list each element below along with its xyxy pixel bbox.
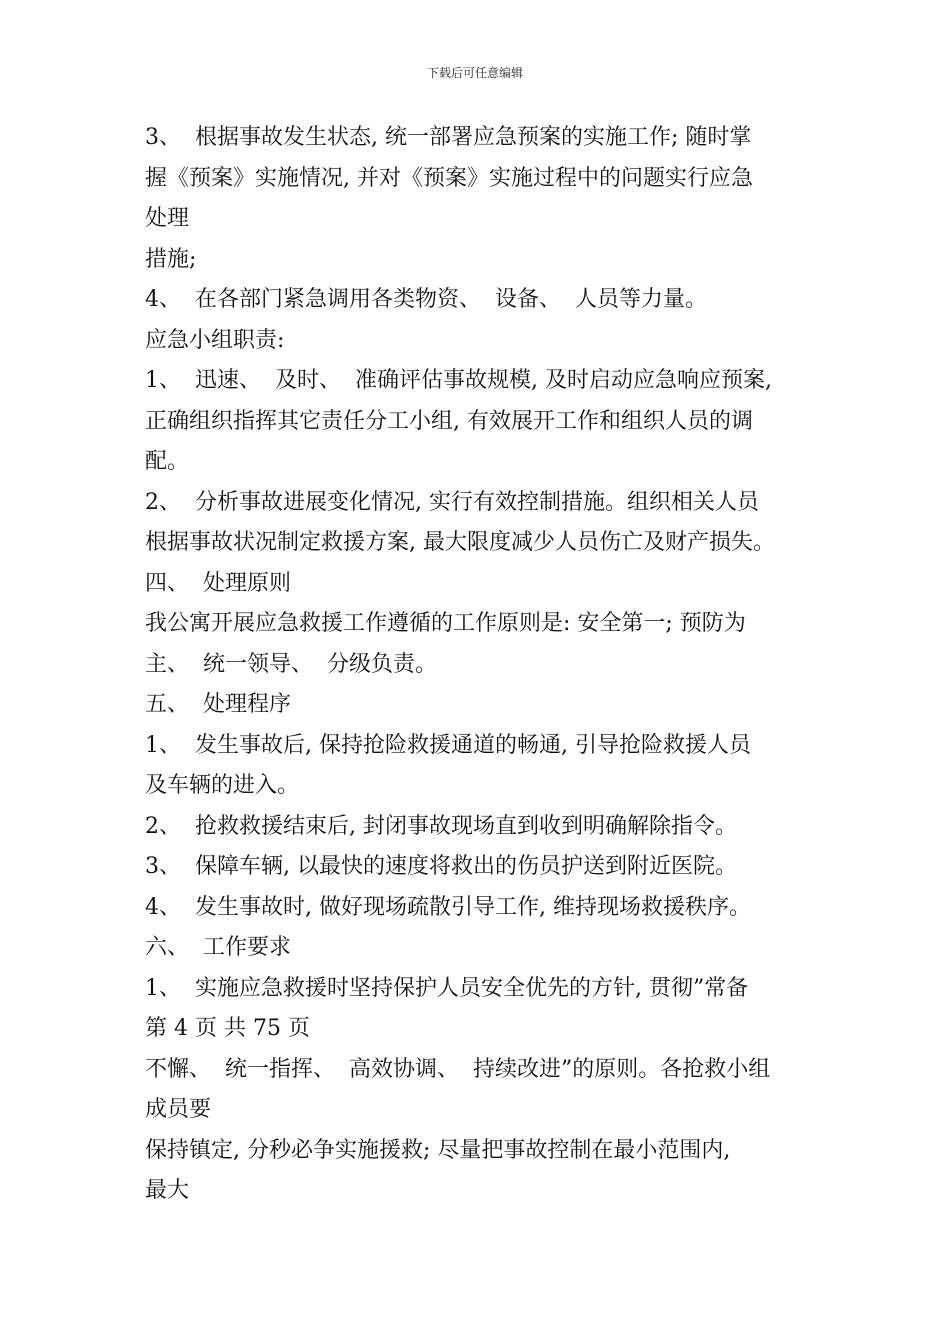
text-line: 1、 发生事故后, 保持抢险救援通道的畅通, 引导抢险救援人员 xyxy=(145,732,751,758)
text-line: 3、 保障车辆, 以最快的速度将救出的伤员护送到附近医院。 xyxy=(145,854,737,879)
text-line: 处理 xyxy=(145,206,190,231)
section-heading: 应急小组职责: xyxy=(145,327,285,353)
page-number: 第 4 页 共 75 页 xyxy=(145,1016,310,1041)
document-body xyxy=(145,118,815,1212)
text-line: 握《预案》实施情况, 并对《预案》实施过程中的问题实行应急 xyxy=(145,165,753,191)
text-line: 4、 发生事故时, 做好现场疏散引导工作, 维持现场救援秩序。 xyxy=(145,894,751,920)
text-line: 不懈、 统一指挥、 高效协调、 持续改进”的原则。各抢救小组 xyxy=(145,1056,771,1082)
text-line: 根据事故状况制定救援方案, 最大限度减少人员伤亡及财产损失。 xyxy=(145,530,775,555)
section-heading: 四、 处理原则 xyxy=(145,570,291,596)
page-header: 下载后可任意编辑 xyxy=(426,66,523,80)
text-line: 保持镇定, 分秒必争实施援救; 尽量把事故控制在最小范围内, xyxy=(145,1137,731,1163)
text-line: 成员要 xyxy=(145,1097,212,1122)
text-line: 配。 xyxy=(145,449,190,474)
text-line: 1、 迅速、 及时、 准确评估事故规模, 及时启动应急响应预案, xyxy=(145,368,772,393)
text-line: 2、 抢救救援结束后, 封闭事故现场直到收到明确解除指令。 xyxy=(145,813,737,839)
text-line: 正确组织指挥其它责任分工小组, 有效展开工作和组织人员的调 xyxy=(145,408,753,434)
text-line: 及车辆的进入。 xyxy=(145,773,300,798)
text-line: 主、 统一领导、 分级负责。 xyxy=(145,651,437,677)
text-line: 最大 xyxy=(145,1178,190,1203)
section-heading: 五、 处理程序 xyxy=(145,692,291,717)
text-line: 3、 根据事故发生状态, 统一部署应急预案的实施工作; 随时掌 xyxy=(145,125,752,150)
section-heading: 六、 工作要求 xyxy=(145,935,291,960)
text-line: 4、 在各部门紧急调用各类物资、 设备、 人员等力量。 xyxy=(145,287,707,312)
text-line: 1、 实施应急救援时坚持保护人员安全优先的方针, 贯彻”常备 xyxy=(145,975,749,1001)
text-line: 措施; xyxy=(145,246,197,272)
text-line: 我公寓开展应急救援工作遵循的工作原则是: 安全第一; 预防为 xyxy=(145,611,746,636)
text-line: 2、 分析事故进展变化情况, 实行有效控制措施。组织相关人员 xyxy=(145,489,759,515)
